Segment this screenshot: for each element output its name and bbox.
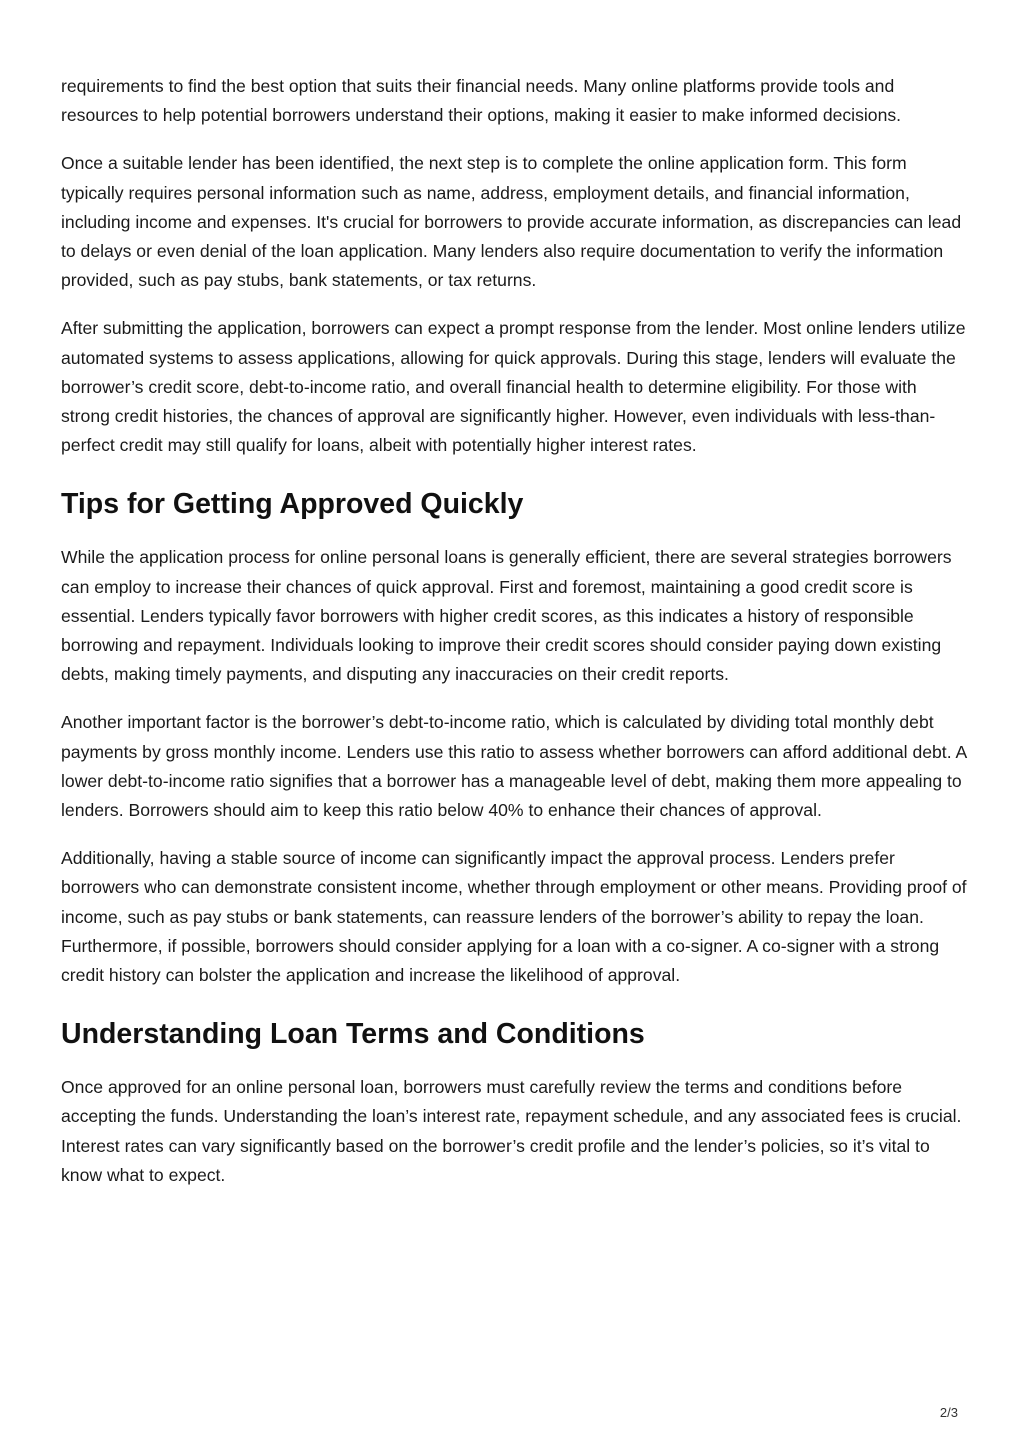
paragraph: Once a suitable lender has been identified, the next step is to complete the online application form. This form typically requires personal information such as name, address, employment details, and financial information, including income and expenses. It's crucial for borrowers to provide accurate information, as discrepancies can lead to delays or even denial of the loan application. Many lenders also require documentation to verify the information provided, such as pay stubs, bank statements, or tax returns. [61,153,962,291]
paragraph: Another important factor is the borrower’s debt-to-income ratio, which is calculated by dividing total monthly debt payments by gross monthly income. Lenders use this ratio to assess whether borrowers can afford additional debt. A lower debt-to-income ratio signifies that a borrower has a manageable level of debt, making them more appealing to lenders. Borrowers should aim to keep this ratio below 40% to enhance their chances of approval. [61,712,967,821]
section-heading-tips: Tips for Getting Approved Quickly [61,488,524,521]
paragraph: Once approved for an online personal loan, borrowers must carefully review the terms and conditions before accepting the funds. Understanding the loan’s interest rate, repayment schedule, and any associated fees is crucial. Interest rates can vary significantly based on the borrower’s credit profile and the lender’s policies, so it’s vital to know what to expect. [61,1077,962,1185]
document-page [61,72,969,1209]
paragraph: After submitting the application, borrowers can expect a prompt response from the lender. Most online lenders utilize automated systems to assess applications, allowing for quick approvals. During this stage, lenders will evaluate the borrower’s credit score, debt-to-income ratio, and overall financial health to determine eligibility. For those with strong credit histories, the chances of approval are significantly higher. However, even individuals with less-than-perfect credit may still qualify for loans, albeit with potentially higher interest rates. [61,318,966,456]
paragraph: Additionally, having a stable source of income can significantly impact the approval process. Lenders prefer borrowers who can demonstrate consistent income, whether through employment or other means. Providing proof of income, such as pay stubs or bank statements, can reassure lenders of the borrower’s ability to repay the loan. Furthermore, if possible, borrowers should consider applying for a loan with a co-signer. A co-signer with a strong credit history can bolster the application and increase the likelihood of approval. [61,848,967,986]
paragraph: While the application process for online personal loans is generally efficient, there are several strategies borrowers can employ to increase their chances of quick approval. First and foremost, maintaining a good credit score is essential. Lenders typically favor borrowers with higher credit scores, as this indicates a history of responsible borrowing and repayment. Individuals looking to improve their credit scores should consider paying down existing debts, making timely payments, and disputing any inaccuracies on their credit reports. [61,547,952,685]
page-number: 2/3 [939,1405,958,1420]
paragraph: requirements to find the best option that suits their financial needs. Many online platforms provide tools and resources to help potential borrowers understand their options, making it easier to make informed decisions. [61,76,902,126]
section-heading-loan-terms: Understanding Loan Terms and Conditions [61,1018,645,1051]
